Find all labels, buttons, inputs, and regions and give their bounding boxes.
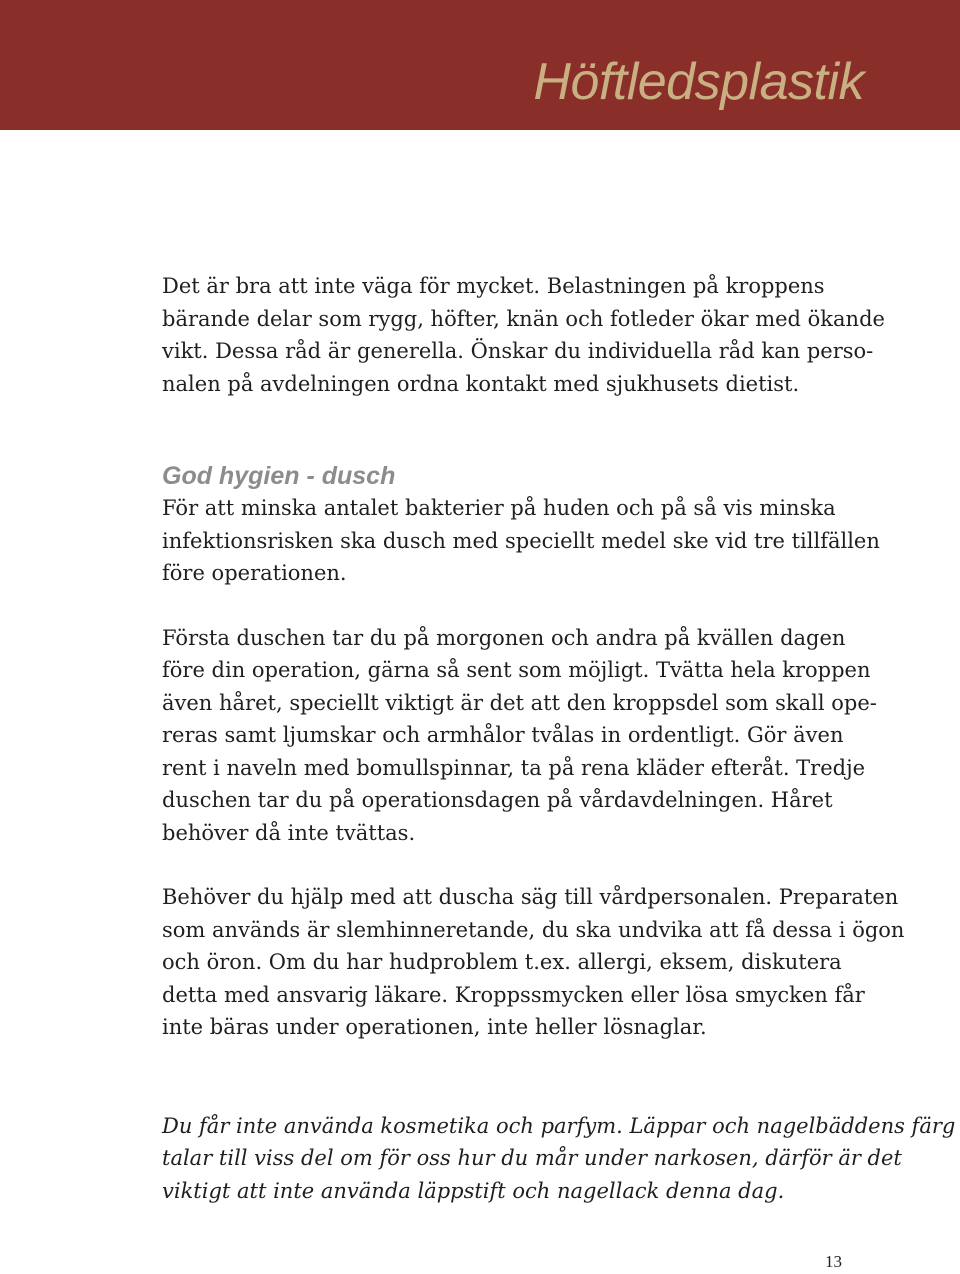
text-line: Behöver du hjälp med att duscha säg till vårdpersonalen. Preparaten (162, 885, 899, 909)
page-number: 13 (825, 1252, 842, 1271)
text-line: även håret, speciellt viktigt är det att den kroppsdel som skall ope- (162, 690, 877, 715)
hygiene-paragraph-2 (162, 622, 877, 850)
text-line: Du får inte använda kosmetika och parfym. Läppar och nagelbäddens färg (162, 1113, 956, 1138)
text-line: Det är bra att inte väga för mycket. Belastningen på kroppens (162, 274, 825, 298)
spacer (162, 1044, 872, 1110)
body-content (162, 270, 956, 1207)
spacer (162, 590, 872, 622)
hygiene-paragraph-3 (162, 881, 905, 1044)
text-line: viktigt att inte använda läppstift och nagellack denna dag. (162, 1178, 785, 1203)
text-line: före operationen. (162, 561, 347, 585)
section-heading-hygiene: God hygien - dusch (162, 462, 396, 490)
spacer (162, 400, 872, 460)
text-line: före din operation, gärna så sent som möjligt. Tvätta hela kroppen (162, 658, 871, 682)
text-line: För att minska antalet bakterier på huden och på så vis minska (162, 496, 836, 520)
text-line: som används är slemhinneretande, du ska undvika att få dessa i ögon (162, 917, 905, 942)
cosmetics-note (162, 1110, 956, 1208)
text-line: talar till viss del om för oss hur du mår under narkosen, därför är det (162, 1146, 902, 1170)
spacer (162, 849, 872, 881)
text-line: bärande delar som rygg, höfter, knän och fotleder ökar med ökande (162, 306, 885, 331)
text-line: behöver då inte tvättas. (162, 820, 416, 845)
text-line: och öron. Om du har hudproblem t.ex. allergi, eksem, diskutera (162, 950, 842, 974)
text-line: nalen på avdelningen ordna kontakt med sjukhusets dietist. (162, 371, 800, 396)
header-band (0, 0, 960, 130)
text-line: vikt. Dessa råd är generella. Önskar du individuella råd kan perso- (162, 339, 874, 363)
intro-paragraph (162, 270, 885, 400)
hygiene-paragraph-1 (162, 492, 880, 590)
page-title: Höftledsplastik (533, 53, 864, 111)
text-line: detta med ansvarig läkare. Kroppssmycken eller lösa smycken får (162, 982, 865, 1007)
text-line: rent i naveln med bomullspinnar, ta på rena kläder efteråt. Tredje (162, 755, 866, 780)
text-line: inte bäras under operationen, inte heller lösnaglar. (162, 1015, 707, 1039)
text-line: reras samt ljumskar och armhålor tvålas in ordentligt. Gör även (162, 723, 844, 747)
text-line: duschen tar du på operationsdagen på vårdavdelningen. Håret (162, 788, 833, 812)
text-line: Första duschen tar du på morgonen och andra på kvällen dagen (162, 625, 846, 650)
text-line: infektionsrisken ska dusch med speciellt medel ske vid tre tillfällen (162, 528, 880, 553)
